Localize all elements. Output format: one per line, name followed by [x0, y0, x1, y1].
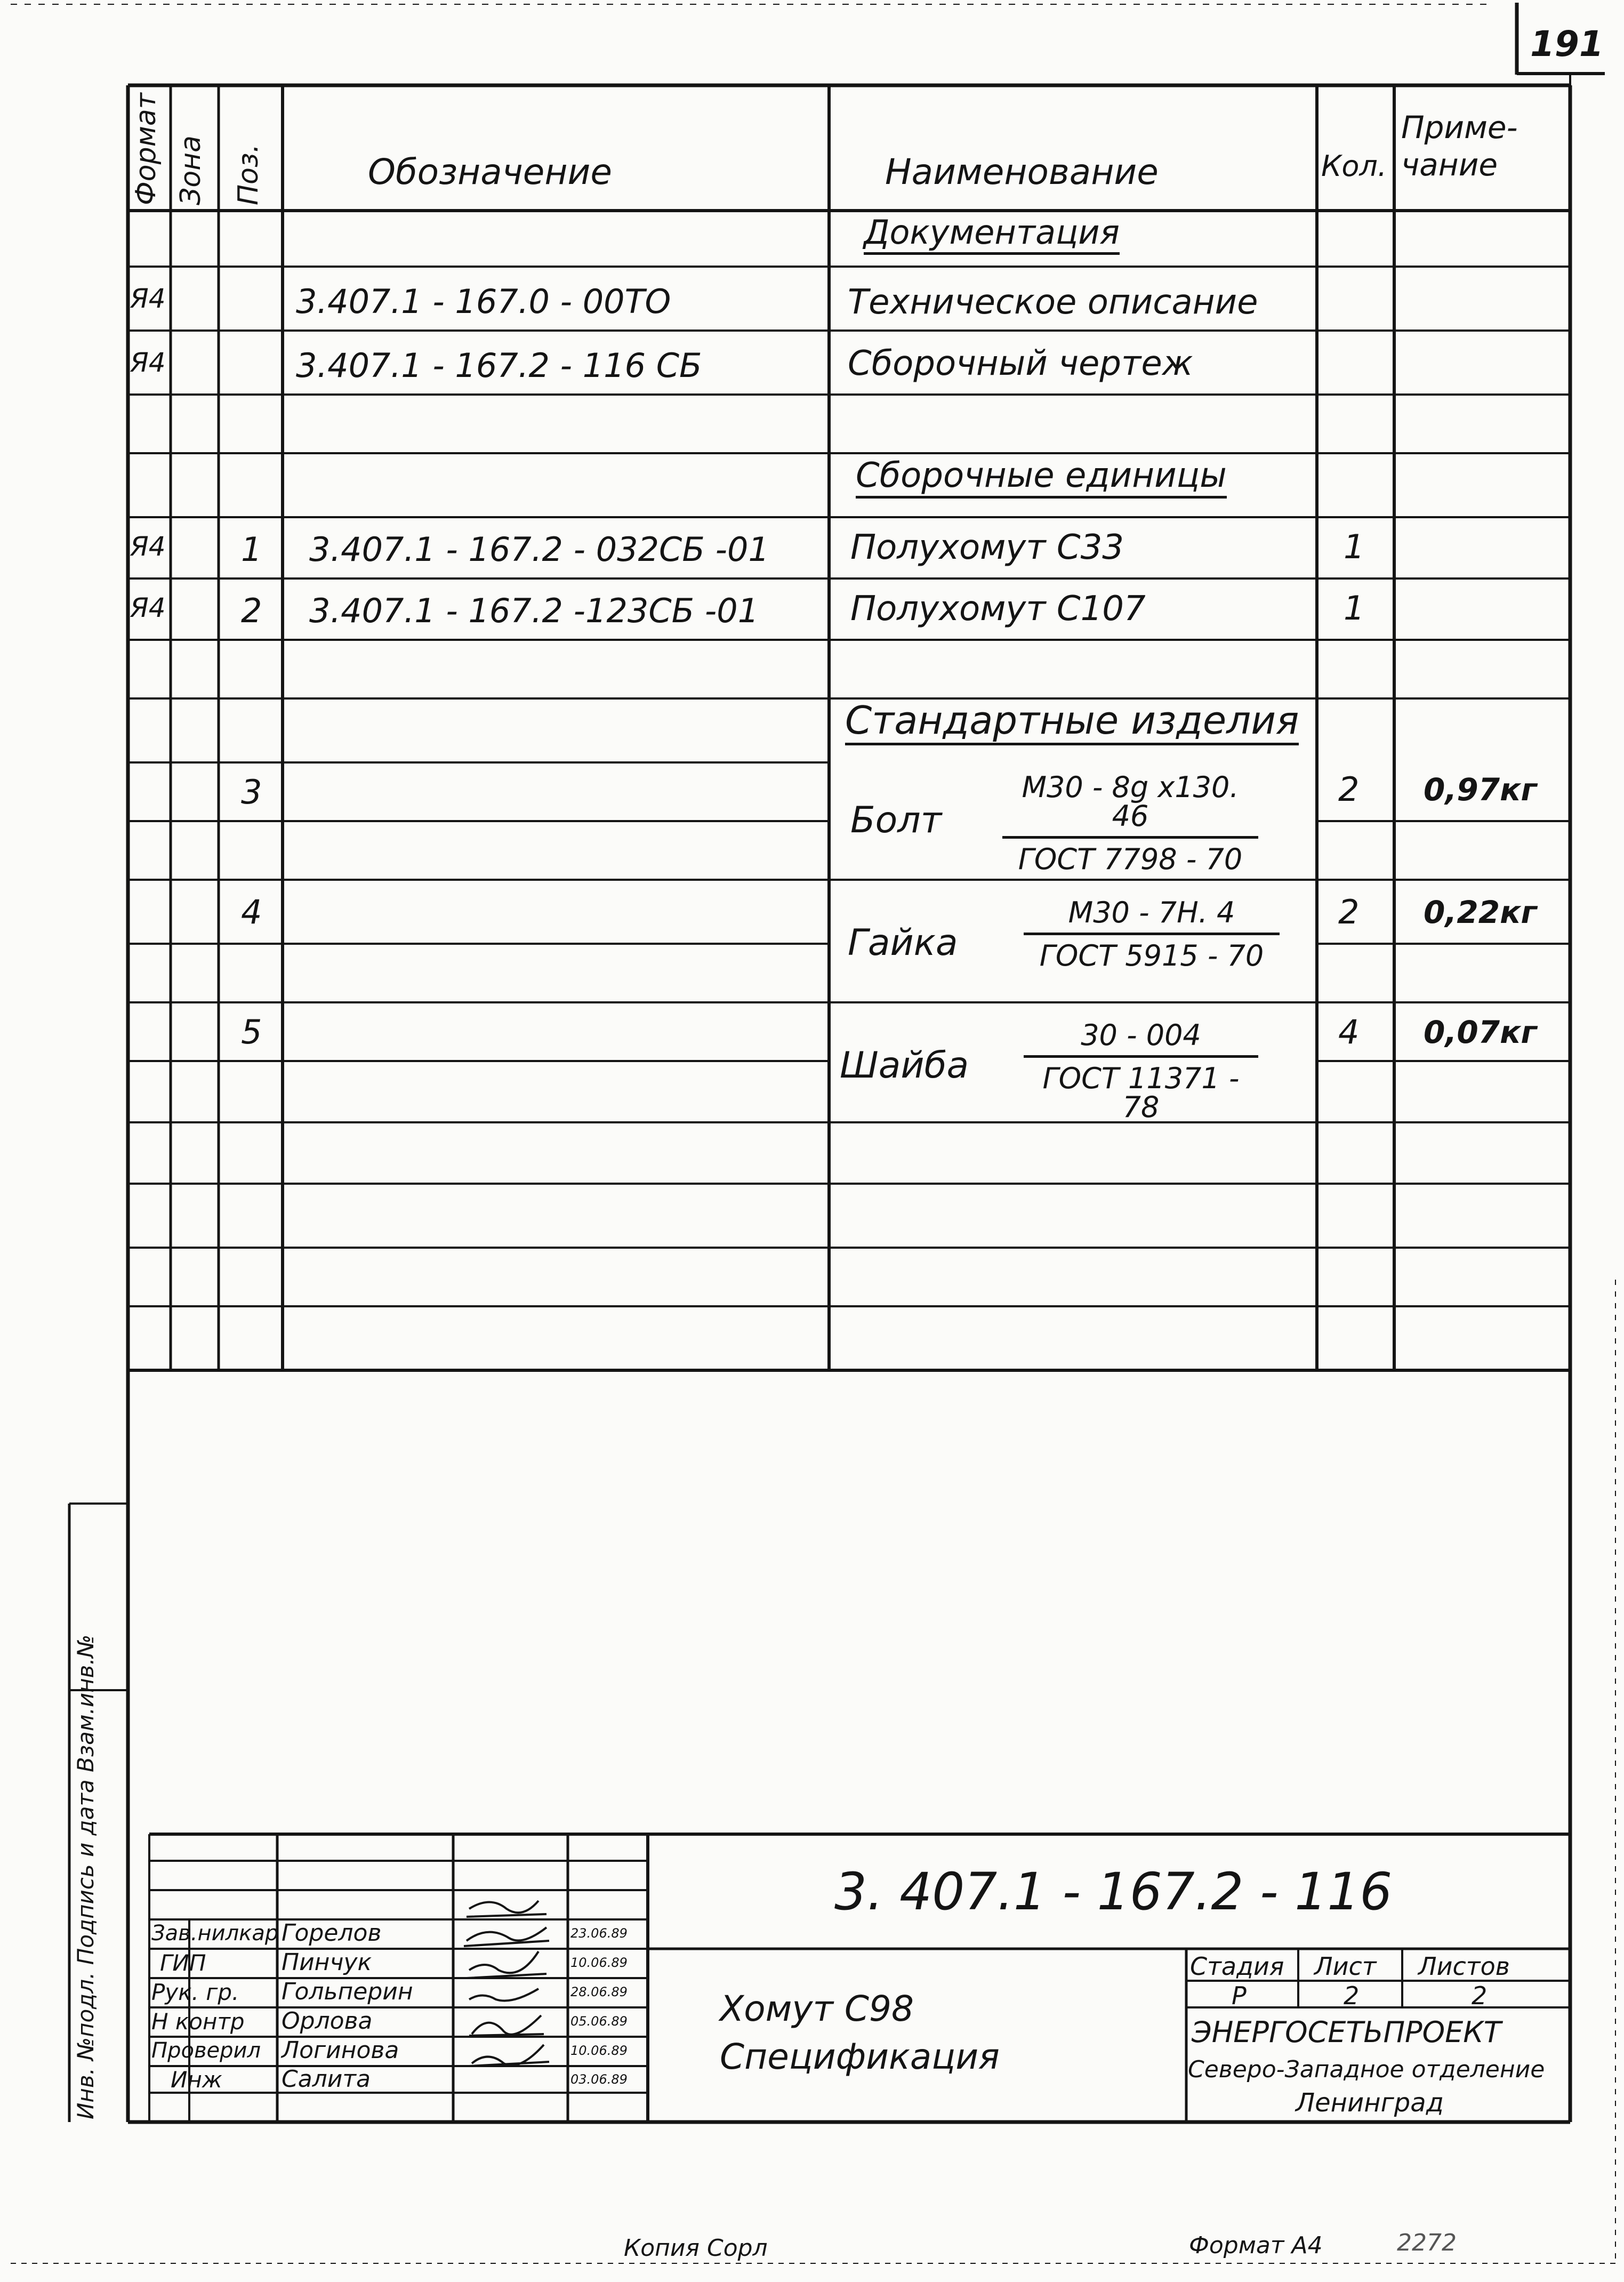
role-name: Салита [282, 2066, 371, 2093]
washer-spec [1024, 1018, 1258, 1124]
row-format: Я4 [130, 347, 166, 378]
section-standard-items: Стандартные изделия [845, 701, 1299, 745]
row-name: Техническое описание [848, 283, 1258, 322]
header-pos: Поз. [232, 143, 264, 205]
row-designation: 3.407.1 - 167.0 - 00ТО [296, 282, 671, 321]
row-pos: 4 [241, 893, 262, 931]
header-zone: Зона [175, 135, 207, 205]
row-name: Полухомут С33 [850, 528, 1124, 567]
row-qty: 1 [1344, 527, 1365, 566]
row-note: 0,97кг [1424, 772, 1537, 808]
signatures [464, 1901, 549, 2066]
role-name: Горелов [282, 1919, 382, 1947]
page-number: 191 [1530, 23, 1604, 65]
row-name: Полухомут С107 [850, 589, 1146, 629]
role-name: Логинова [282, 2037, 399, 2064]
header-qty: Кол. [1321, 149, 1387, 183]
role-label: Проверил [151, 2038, 261, 2063]
role-label: Инж [171, 2067, 222, 2093]
spec-top: 30 - 004 [1024, 1021, 1258, 1058]
spec-top: М30 - 8g х130. 46 [1002, 773, 1258, 839]
row-note: 0,07кг [1424, 1014, 1537, 1050]
row-qty: 2 [1338, 893, 1360, 931]
header-note-line1: Приме- [1401, 109, 1518, 146]
sheets-value: 2 [1472, 1981, 1488, 2010]
row-name: Гайка [848, 922, 958, 964]
role-label: Н контр [151, 2008, 245, 2035]
role-label: ГИП [160, 1950, 206, 1976]
row-pos: 5 [241, 1013, 262, 1051]
row-note: 0,22кг [1424, 894, 1537, 930]
stage-value: Р [1232, 1981, 1247, 2010]
header-name: Наименование [885, 151, 1159, 192]
role-date: 28.06.89 [570, 1984, 628, 1999]
header-format: Формат [130, 93, 162, 205]
organization-name: ЭНЕРГОСЕТЬПРОЕКТ [1192, 2015, 1501, 2049]
row-format: Я4 [130, 531, 166, 562]
row-designation: 3.407.1 - 167.2 -123СБ -01 [309, 591, 759, 630]
row-format: Я4 [130, 283, 166, 314]
row-name: Сборочный чертеж [848, 344, 1193, 383]
sheet-value: 2 [1344, 1981, 1360, 2010]
title-line1: Хомут С98 [720, 1988, 914, 2029]
stage-label: Стадия [1190, 1952, 1284, 1981]
row-pos: 2 [241, 591, 262, 630]
row-designation: 3.407.1 - 167.2 - 032СБ -01 [309, 530, 769, 569]
row-qty: 2 [1338, 770, 1360, 809]
row-format: Я4 [130, 592, 166, 623]
role-date: 10.06.89 [570, 1955, 628, 1970]
row-pos: 3 [241, 773, 262, 811]
role-date: 10.06.89 [570, 2043, 628, 2058]
section-documentation: Документация [864, 216, 1120, 255]
role-label: Зав.нилкар [151, 1921, 279, 1946]
row-name: Болт [850, 799, 942, 841]
section-assembly-units: Сборочные единицы [856, 459, 1227, 499]
row-designation: 3.407.1 - 167.2 - 116 СБ [296, 346, 702, 385]
header-note-line2: чание [1401, 147, 1498, 183]
title-line2: Спецификация [720, 2036, 1000, 2077]
role-name: Орлова [282, 2007, 373, 2035]
sheet-label: Лист [1314, 1952, 1377, 1981]
spec-bottom: ГОСТ 7798 - 70 [1018, 842, 1243, 876]
footer-code: 2272 [1397, 2229, 1457, 2256]
row-name: Шайба [840, 1044, 969, 1087]
spec-bottom: ГОСТ 11371 - 78 [1042, 1062, 1240, 1124]
sheets-label: Листов [1418, 1952, 1510, 1981]
row-qty: 4 [1338, 1013, 1360, 1051]
organization-city: Ленинград [1296, 2088, 1444, 2118]
role-name: Гольперин [282, 1978, 413, 2005]
document-code: 3. 407.1 - 167.2 - 116 [834, 1862, 1393, 1922]
bolt-spec [1002, 770, 1258, 876]
header-designation: Обозначение [368, 151, 612, 192]
footer-copy: Копия Сорл [624, 2235, 768, 2262]
spec-top: М30 - 7Н. 4 [1024, 898, 1280, 935]
binding-strip-label: Инв. №подл. Подпись и дата Взам.инв.№ [73, 1634, 99, 2119]
role-name: Пинчук [282, 1949, 372, 1976]
role-date: 23.06.89 [570, 1926, 628, 1941]
role-date: 03.06.89 [570, 2072, 628, 2087]
nut-spec [1024, 896, 1280, 973]
row-pos: 1 [241, 530, 262, 569]
row-qty: 1 [1344, 589, 1365, 628]
organization-branch: Северо-Западное отделение [1188, 2056, 1545, 2083]
spec-bottom: ГОСТ 5915 - 70 [1039, 939, 1264, 973]
role-label: Рук. гр. [151, 1979, 239, 2005]
role-date: 05.06.89 [570, 2014, 628, 2029]
footer-format: Формат А4 [1189, 2232, 1323, 2259]
